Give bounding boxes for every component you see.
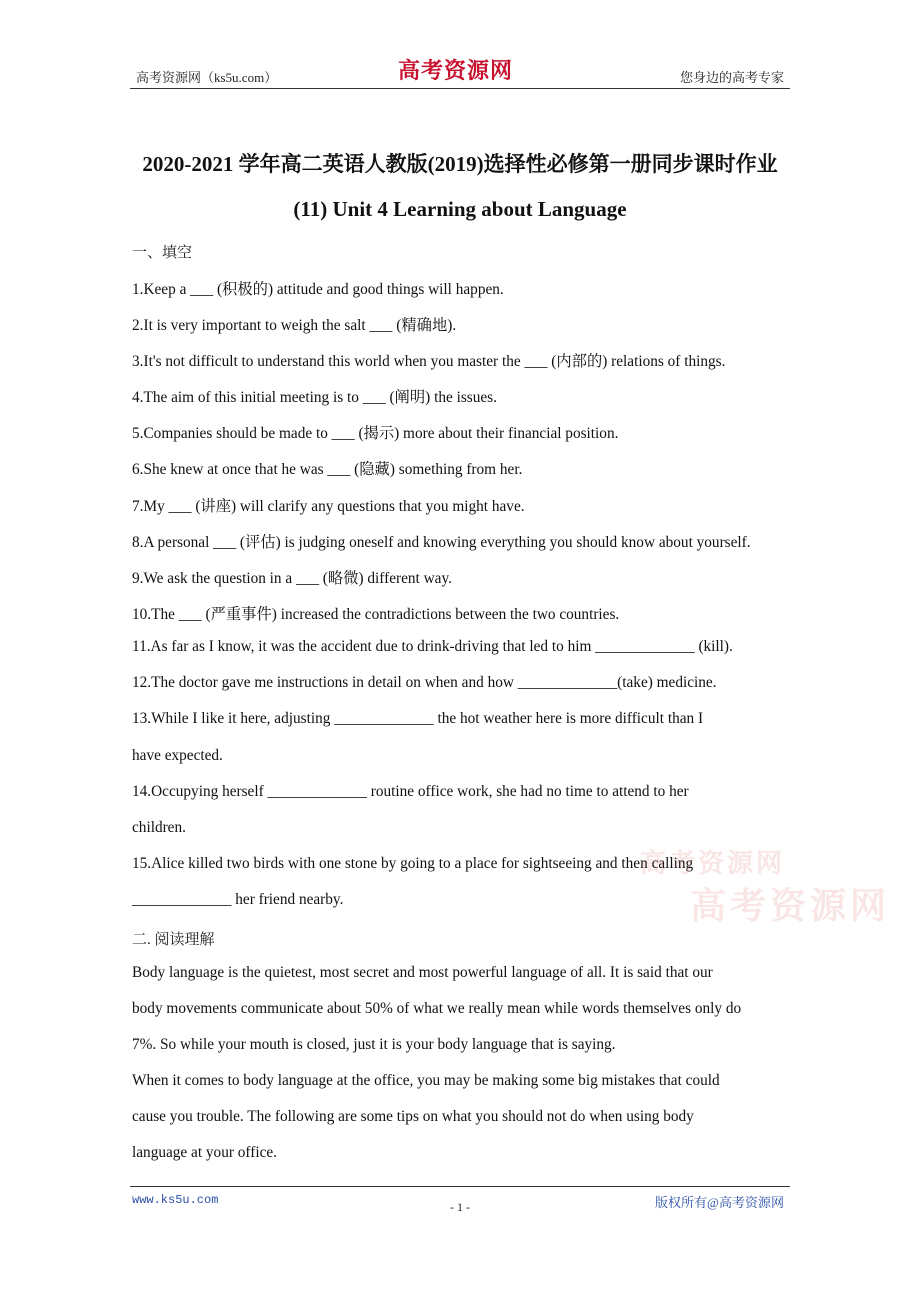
document-title-line-2: (11) Unit 4 Learning about Language [293,197,627,221]
footer-website-link[interactable]: www.ks5u.com [132,1193,219,1207]
footer-copyright: 版权所有@高考资源网 [655,1195,784,1210]
question-line: 7.My ___ (讲座) will clarify any questions that you might have. [132,498,525,515]
question-line: 14.Occupying herself _____________ routine office work, she had no time to attend to her [132,783,689,800]
page-footer [130,1186,790,1210]
question-line: 15.Alice killed two birds with one stone by going to a place for sightseeing and then calling [132,855,694,872]
question-line: 5.Companies should be made to ___ (揭示) more about their financial position. [132,425,619,442]
question-line: 12.The doctor gave me instructions in detail on when and how _____________(take) medicine. [132,674,717,691]
passage-line: Body language is the quietest, most secret and most powerful language of all. It is said that our [132,964,713,981]
passage-line: When it comes to body language at the office, you may be making some big mistakes that could [132,1072,720,1089]
passage-line: cause you trouble. The following are some tips on what you should not do when using body [132,1108,694,1125]
section-heading-fill-in: 一、填空 [132,245,193,261]
question-line: 11.As far as I know, it was the accident due to drink-driving that led to him _____________ (kill). [132,638,733,655]
question-line: have expected. [132,747,223,764]
question-line: 1.Keep a ___ (积极的) attitude and good things will happen. [132,281,504,298]
section-heading-reading: 二. 阅读理解 [132,932,215,948]
passage-line: 7%. So while your mouth is closed, just it is your body language that is saying. [132,1036,616,1053]
question-line: 10.The ___ (严重事件) increased the contradictions between the two countries. [132,606,620,623]
header-logo: 高考资源网 [398,58,514,83]
question-line: children. [132,819,186,836]
watermark-small: 高考资源网 [640,849,786,879]
passage-line: body movements communicate about 50% of what we really mean while words themselves only do [132,1000,742,1017]
question-line: _____________ her friend nearby. [132,891,344,908]
header-site-name: 高考资源网（ks5u.com） [136,70,278,85]
question-line: 2.It is very important to weigh the salt ___ (精确地). [132,317,457,334]
question-line: 8.A personal ___ (评估) is judging oneself and knowing everything you should know about yourself. [132,534,751,551]
question-line: 4.The aim of this initial meeting is to ___ (阐明) the issues. [132,389,497,406]
question-line: 6.She knew at once that he was ___ (隐藏) something from her. [132,461,523,478]
page-number: - 1 - [450,1200,470,1214]
question-line: 3.It's not difficult to understand this world when you master the ___ (内部的) relations of things. [132,353,726,370]
passage-line: language at your office. [132,1144,277,1161]
question-line: 13.While I like it here, adjusting _____________ the hot weather here is more difficult than I [132,710,704,727]
question-line: 9.We ask the question in a ___ (略微) different way. [132,570,452,587]
watermark-large: 高考资源网 [690,885,891,927]
document-title-line-1: 2020-2021 学年高二英语人教版(2019)选择性必修第一册同步课时作业 [142,152,778,176]
page-header [130,54,790,89]
header-slogan: 您身边的高考专家 [679,70,784,85]
